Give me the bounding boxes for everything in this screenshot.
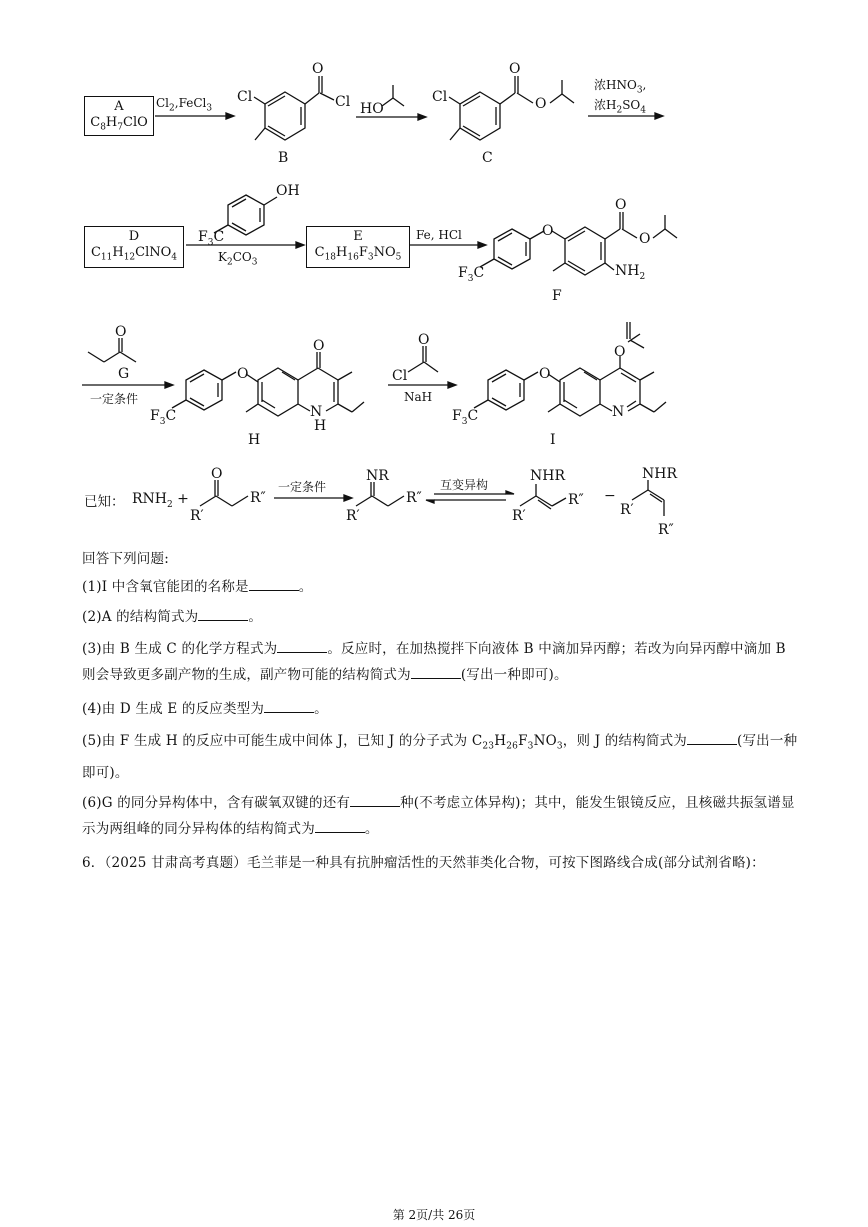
- svg-text:O: O: [313, 338, 325, 354]
- svg-text:OH: OH: [276, 183, 300, 199]
- svg-text:N: N: [612, 404, 625, 420]
- q2-text: (2)A 的结构简式为: [82, 609, 199, 625]
- svg-text:O: O: [535, 96, 547, 112]
- compound-c-label: C: [482, 150, 493, 166]
- known-tautomer: 互变异构: [440, 478, 489, 492]
- svg-text:O: O: [615, 197, 627, 213]
- reagent-h-to-i: NaH: [404, 390, 433, 404]
- compound-h-label: H: [248, 432, 261, 448]
- svg-text:R″: R″: [658, 522, 674, 538]
- q6-mid: 种(不考虑立体异构)；其中，能发生银镜反应，且核磁共振氢谱显示为两组峰的同分异构体的结构简式为: [82, 795, 795, 837]
- svg-text:R″: R″: [406, 490, 422, 506]
- q6-answer-blank-2[interactable]: [315, 820, 365, 833]
- q3-mid: 。反应时，在加热搅拌下向液体 B 中滴加异丙醇；若改为向异丙醇中滴加 B 则会导致更多副产物的生成，副产物可能的结构简式为: [82, 641, 786, 683]
- svg-text:R′: R′: [346, 508, 360, 524]
- svg-text:R′: R′: [620, 502, 634, 518]
- reaction-scheme-row2: [0, 175, 868, 310]
- known-reaction-scheme: [0, 460, 868, 545]
- reagent-c-to-d-line2: 浓$H_2SO_4$: [594, 98, 646, 116]
- q6-answer-blank-1[interactable]: [350, 794, 400, 807]
- svg-text:F3C: $F_3C$: [198, 229, 225, 248]
- svg-text:F3C: $F_3C$: [452, 408, 479, 427]
- question-4: [82, 698, 802, 720]
- svg-text:O: O: [211, 466, 223, 482]
- svg-text:R″: R″: [250, 490, 266, 506]
- svg-text:O: O: [312, 61, 324, 77]
- svg-text:NHR: NHR: [642, 466, 677, 482]
- question-6: [82, 790, 802, 842]
- compound-e-label: E: [353, 229, 363, 244]
- question-5: [82, 728, 802, 786]
- q3-end: (写出一种即可)。: [460, 667, 568, 683]
- q3-answer-blank-2[interactable]: [411, 666, 461, 679]
- q5-end: (写出一种即可)。: [82, 733, 798, 781]
- svg-text:F3C: $F_3C$: [458, 265, 485, 284]
- compound-d-label: D: [128, 229, 140, 244]
- compound-d-formula: $C_{11}H_{12}ClNO_4$: [90, 245, 178, 263]
- reagent-e-to-f: Fe, HCl: [416, 228, 462, 242]
- compound-b-label: B: [278, 150, 289, 166]
- svg-text:O: O: [509, 61, 521, 77]
- known-prefix: 已知：: [84, 494, 125, 510]
- compound-f-label: F: [552, 288, 562, 304]
- svg-text:R′: R′: [512, 508, 526, 524]
- q6-end: 。: [364, 821, 379, 837]
- svg-text:F3C: $F_3C$: [150, 408, 177, 427]
- svg-text:HO: HO: [360, 101, 384, 117]
- svg-text:O: O: [614, 344, 626, 360]
- reaction-scheme-row1: [0, 0, 868, 175]
- question-2: [82, 606, 802, 628]
- svg-text:R″: R″: [568, 492, 584, 508]
- q5-text: (5)由 F 生成 H 的反应中可能生成中间体 J，已知 J 的分子式为 $C_{23}H_{26}F_3NO_3$，则 J 的结构简式为: [82, 733, 687, 752]
- svg-text:O: O: [418, 332, 430, 348]
- reagent-c-to-d-line1: 浓$HNO_3$,: [594, 78, 647, 96]
- svg-text:NH2: $NH_2$: [615, 263, 646, 282]
- reagent-a-to-b: $Cl_2,FeCl_3$: [156, 96, 213, 114]
- svg-text:Cl: Cl: [432, 89, 448, 105]
- svg-text:N: N: [310, 404, 323, 420]
- q4-end: 。: [314, 701, 328, 717]
- compound-a-formula: $C_8H_7ClO$: [90, 115, 148, 133]
- svg-text:R′: R′: [190, 508, 204, 524]
- q5-answer-blank[interactable]: [687, 732, 737, 745]
- svg-text:Cl: Cl: [335, 94, 351, 110]
- q2-answer-blank[interactable]: [198, 608, 248, 621]
- svg-text:H: H: [314, 418, 327, 434]
- q3-answer-blank-1[interactable]: [277, 640, 327, 653]
- svg-text:O: O: [639, 231, 651, 247]
- reagent-d-to-e: $K_2CO_3$: [218, 250, 258, 268]
- q1-end: 。: [298, 579, 313, 595]
- compound-e-formula: $C_{18}H_{16}F_3NO_5$: [314, 245, 402, 263]
- q3-text: (3)由 B 生成 C 的化学方程式为: [82, 641, 278, 657]
- questions-intro: 回答下列问题:: [82, 551, 169, 567]
- svg-text:NR: NR: [366, 468, 389, 484]
- question-1: [82, 576, 802, 598]
- compound-g-label: G: [118, 366, 130, 382]
- svg-text:Cl: Cl: [237, 89, 253, 105]
- q1-answer-blank[interactable]: [249, 578, 299, 591]
- question-next-problem: 6．（2025 甘肃高考真题）毛兰菲是一种具有抗肿瘤活性的天然菲类化合物，可按下图路线合成(部分试剂省略)：: [82, 855, 765, 871]
- svg-text:O: O: [237, 366, 249, 382]
- question-3: [82, 636, 802, 688]
- svg-text:NHR: NHR: [530, 468, 565, 484]
- q2-end: 。: [248, 609, 263, 625]
- compound-a-label: A: [114, 99, 124, 114]
- q4-text: (4)由 D 生成 E 的反应类型为: [82, 701, 265, 717]
- svg-text:Cl: Cl: [392, 368, 408, 384]
- reaction-scheme-row3: [0, 310, 868, 450]
- svg-text:O: O: [542, 223, 554, 239]
- q6-text: (6)G 的同分异构体中，含有碳氧双键的还有: [82, 795, 351, 811]
- reagent-f-to-h: 一定条件: [90, 392, 139, 406]
- svg-text:−: −: [604, 488, 616, 504]
- page-footer: 第 2页/共 26页: [392, 1208, 476, 1222]
- svg-text:O: O: [539, 366, 551, 382]
- q1-text: (1)I 中含氧官能团的名称是: [82, 579, 249, 595]
- known-condition: 一定条件: [278, 480, 327, 494]
- svg-text:O: O: [115, 324, 127, 340]
- svg-text:RNH2 +: $RNH_2$ +: [132, 491, 189, 510]
- compound-i-label: I: [550, 432, 556, 448]
- q4-answer-blank[interactable]: [264, 700, 314, 713]
